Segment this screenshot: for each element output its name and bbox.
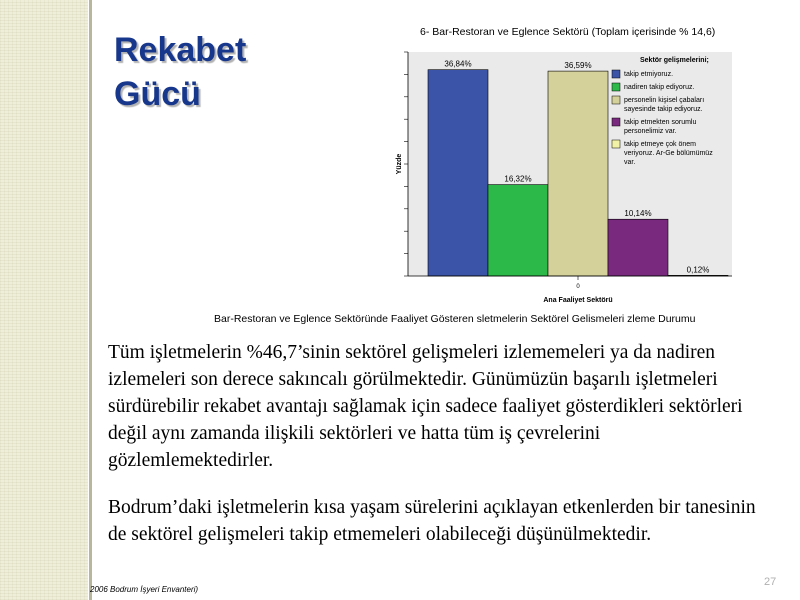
bar [608, 219, 668, 276]
legend-entry: takip etmeye çok önem veriyoruz. Ar-Ge bölümümüz var. [624, 141, 713, 166]
side-decor-rule [89, 0, 92, 600]
slide-title-line1: Rekabet [114, 31, 247, 69]
slide-title-line2: Gücü [114, 75, 201, 113]
legend-entry: nadiren takip ediyoruz. [624, 84, 695, 91]
x-axis-label: Ana Faaliyet Sektörü [543, 297, 613, 304]
bar-data-label: 16,32% [504, 174, 532, 184]
legend-swatch [612, 118, 620, 126]
bar-data-label: 0,12% [686, 265, 710, 275]
footer-source: 2006 Bodrum İşyeri Envanteri) [90, 585, 199, 594]
x-tick-label: 0 [576, 284, 580, 290]
chart-title: 6- Bar-Restoran ve Eglence Sektörü (Toplam içerisinde % 14,6) [420, 26, 716, 38]
bar [428, 70, 488, 276]
bar-data-label: 36,84% [444, 59, 472, 69]
y-axis-label: Yüzde [396, 153, 403, 175]
bar-chart [380, 50, 750, 310]
body-paragraph-2: Bodrum’daki işletmelerin kısa yaşam sürelerini açıklayan etkenlerden bir tanesinin de sektörel gelişmeleri takip etmemeleri olabileceği düşünülmektedir. [108, 497, 756, 545]
legend-swatch [612, 96, 620, 104]
chart-caption: Bar-Restoran ve Eglence Sektöründe Faaliyet Gösteren sletmelerin Sektörel Gelismeleri zleme Durumu [214, 313, 696, 325]
bar [488, 185, 548, 276]
legend-entry: takip etmiyoruz. [624, 71, 674, 78]
slide-title [114, 28, 246, 116]
legend-swatch [612, 140, 620, 148]
side-decor-band [0, 0, 88, 600]
legend-swatch [612, 83, 620, 91]
bar-data-label: 36,59% [564, 61, 592, 71]
legend-entry: personelin kişisel çabaları sayesinde takip ediyoruz. [624, 97, 705, 113]
legend-entry: takip etmekten sorumlu personelimiz var. [624, 119, 697, 135]
page-number: 27 [764, 576, 777, 588]
bar [548, 71, 608, 276]
legend-swatch [612, 70, 620, 78]
legend-title: Sektör gelişmelerini; [640, 57, 709, 64]
body-paragraph-1: Tüm işletmelerin %46,7’sinin sektörel gelişmeleri izlememeleri ya da nadiren izlemeleri son derece sakıncalı görülmektedir. Günümüzün başarılı işletmeleri sürdürebilir rekabet avantajı sağlamak için sadece faaliyet gösterdikleri sektörleri değil aynı zamanda ilişkili sektörleri ve hatta tüm iş çevrelerini gözlemlemektedirler. [108, 342, 743, 471]
bar-data-label: 10,14% [624, 209, 652, 219]
